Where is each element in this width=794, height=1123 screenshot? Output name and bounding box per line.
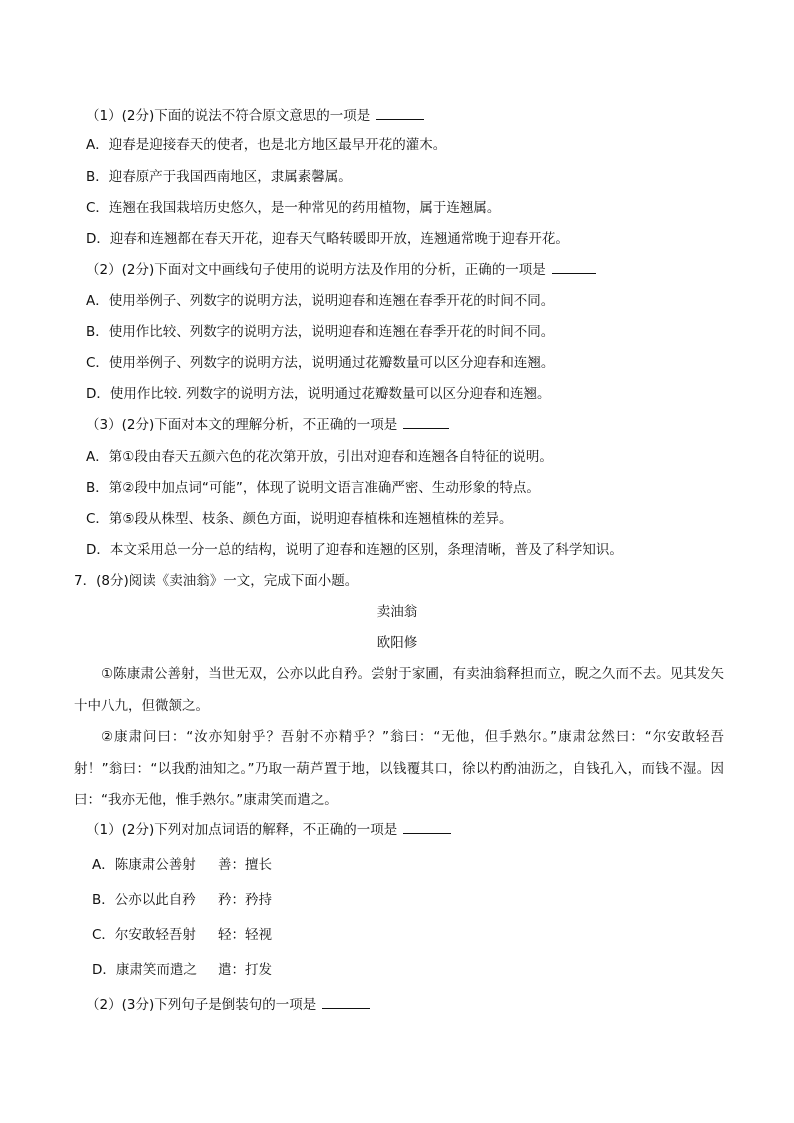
q6-sub1-option-d: D．迎春和连翘都在春天开花，迎春天气略转暖即开放，连翘通常晚于迎春开花。 xyxy=(86,231,569,247)
q7-sub1-stem: （1）(2分)下列对加点词语的解释，不正确的一项是 xyxy=(86,820,451,840)
q6-sub2-option-b: B．使用作比较、列数字的说明方法，说明迎春和连翘在春季开花的时间不同。 xyxy=(86,324,555,340)
q6-sub1-option-b: B．迎春原产于我国西南地区，隶属素馨属。 xyxy=(86,169,352,185)
q6-sub2-option-c: C．使用举例子、列数字的说明方法，说明通过花瓣数量可以区分迎春和连翘。 xyxy=(86,355,555,371)
q6-sub1-option-c: C．连翘在我国栽培历史悠久，是一种常见的药用植物，属于连翘属。 xyxy=(86,200,501,216)
passage-paragraph-1: ①陈康肃公善射，当世无双，公亦以此自矜。尝射于家圃，有卖油翁释担而立，睨之久而不去。见其发矢十中八九，但微颔之。 xyxy=(74,666,724,714)
q6-sub3-option-a: A．第①段由春天五颜六色的花次第开放，引出对迎春和连翘各自特征的说明。 xyxy=(86,449,553,465)
q6-sub3-stem: （3）(2分)下面对本文的理解分析，不正确的一项是 xyxy=(86,415,449,435)
passage-author: 欧阳修 xyxy=(376,635,418,651)
q6-sub1-stem: （1）(2分)下面的说法不符合原文意思的一项是 xyxy=(86,106,424,126)
q7-sub2-stem: （2）(3分)下列句子是倒装句的一项是 xyxy=(86,995,370,1015)
q6-sub2-option-a: A．使用举例子、列数字的说明方法，说明迎春和连翘在春季开花的时间不同。 xyxy=(86,293,555,309)
answer-blank[interactable] xyxy=(376,107,424,120)
q6-sub3-option-c: C．第⑤段从株型、枝条、颜色方面，说明迎春植株和连翘植株的差异。 xyxy=(86,511,513,527)
answer-blank[interactable] xyxy=(552,261,596,274)
q6-sub1-option-a: A．迎春是迎接春天的使者，也是北方地区最早开花的灌木。 xyxy=(86,137,447,153)
q6-sub2-option-d: D．使用作比较. 列数字的说明方法，说明通过花瓣数量可以区分迎春和连翘。 xyxy=(86,386,551,402)
q7-sub1-option-c: C．尔安敢轻吾射 轻：轻视 xyxy=(92,927,272,943)
q6-sub2-stem: （2）(2分)下面对文中画线句子使用的说明方法及作用的分析，正确的一项是 xyxy=(86,260,596,280)
answer-blank[interactable] xyxy=(322,996,370,1009)
q7-sub1-option-d: D．康肃笑而遣之 遣：打发 xyxy=(92,962,272,978)
q7-stem: 7．(8分)阅读《卖油翁》一文，完成下面小题。 xyxy=(74,573,359,589)
answer-blank[interactable] xyxy=(403,416,449,429)
answer-blank[interactable] xyxy=(403,821,451,834)
q6-sub3-option-d: D．本文采用总一分一总的结构，说明了迎春和连翘的区别，条理清晰，普及了科学知识。 xyxy=(86,542,623,558)
q7-sub1-option-b: B．公亦以此自矜 矜：矜持 xyxy=(92,892,272,908)
passage-title: 卖油翁 xyxy=(376,604,418,620)
q7-sub1-option-a: A．陈康肃公善射 善：擅长 xyxy=(92,857,272,873)
passage-paragraph-2: ②康肃问曰：“汝亦知射乎？吾射不亦精乎？”翁曰：“无他，但手熟尔。”康肃忿然曰：“尔安敢轻吾射！”翁曰：“以我酌油知之。”乃取一葫芦置于地，以钱覆其口，徐以杓酌油沥之，自钱孔入，而钱不湿。因曰：“我亦无他，惟手熟尔。”康肃笑而遣之。 xyxy=(74,729,724,808)
q6-sub3-option-b: B．第②段中加点词“可能”，体现了说明文语言准确严密、生动形象的特点。 xyxy=(86,480,540,496)
